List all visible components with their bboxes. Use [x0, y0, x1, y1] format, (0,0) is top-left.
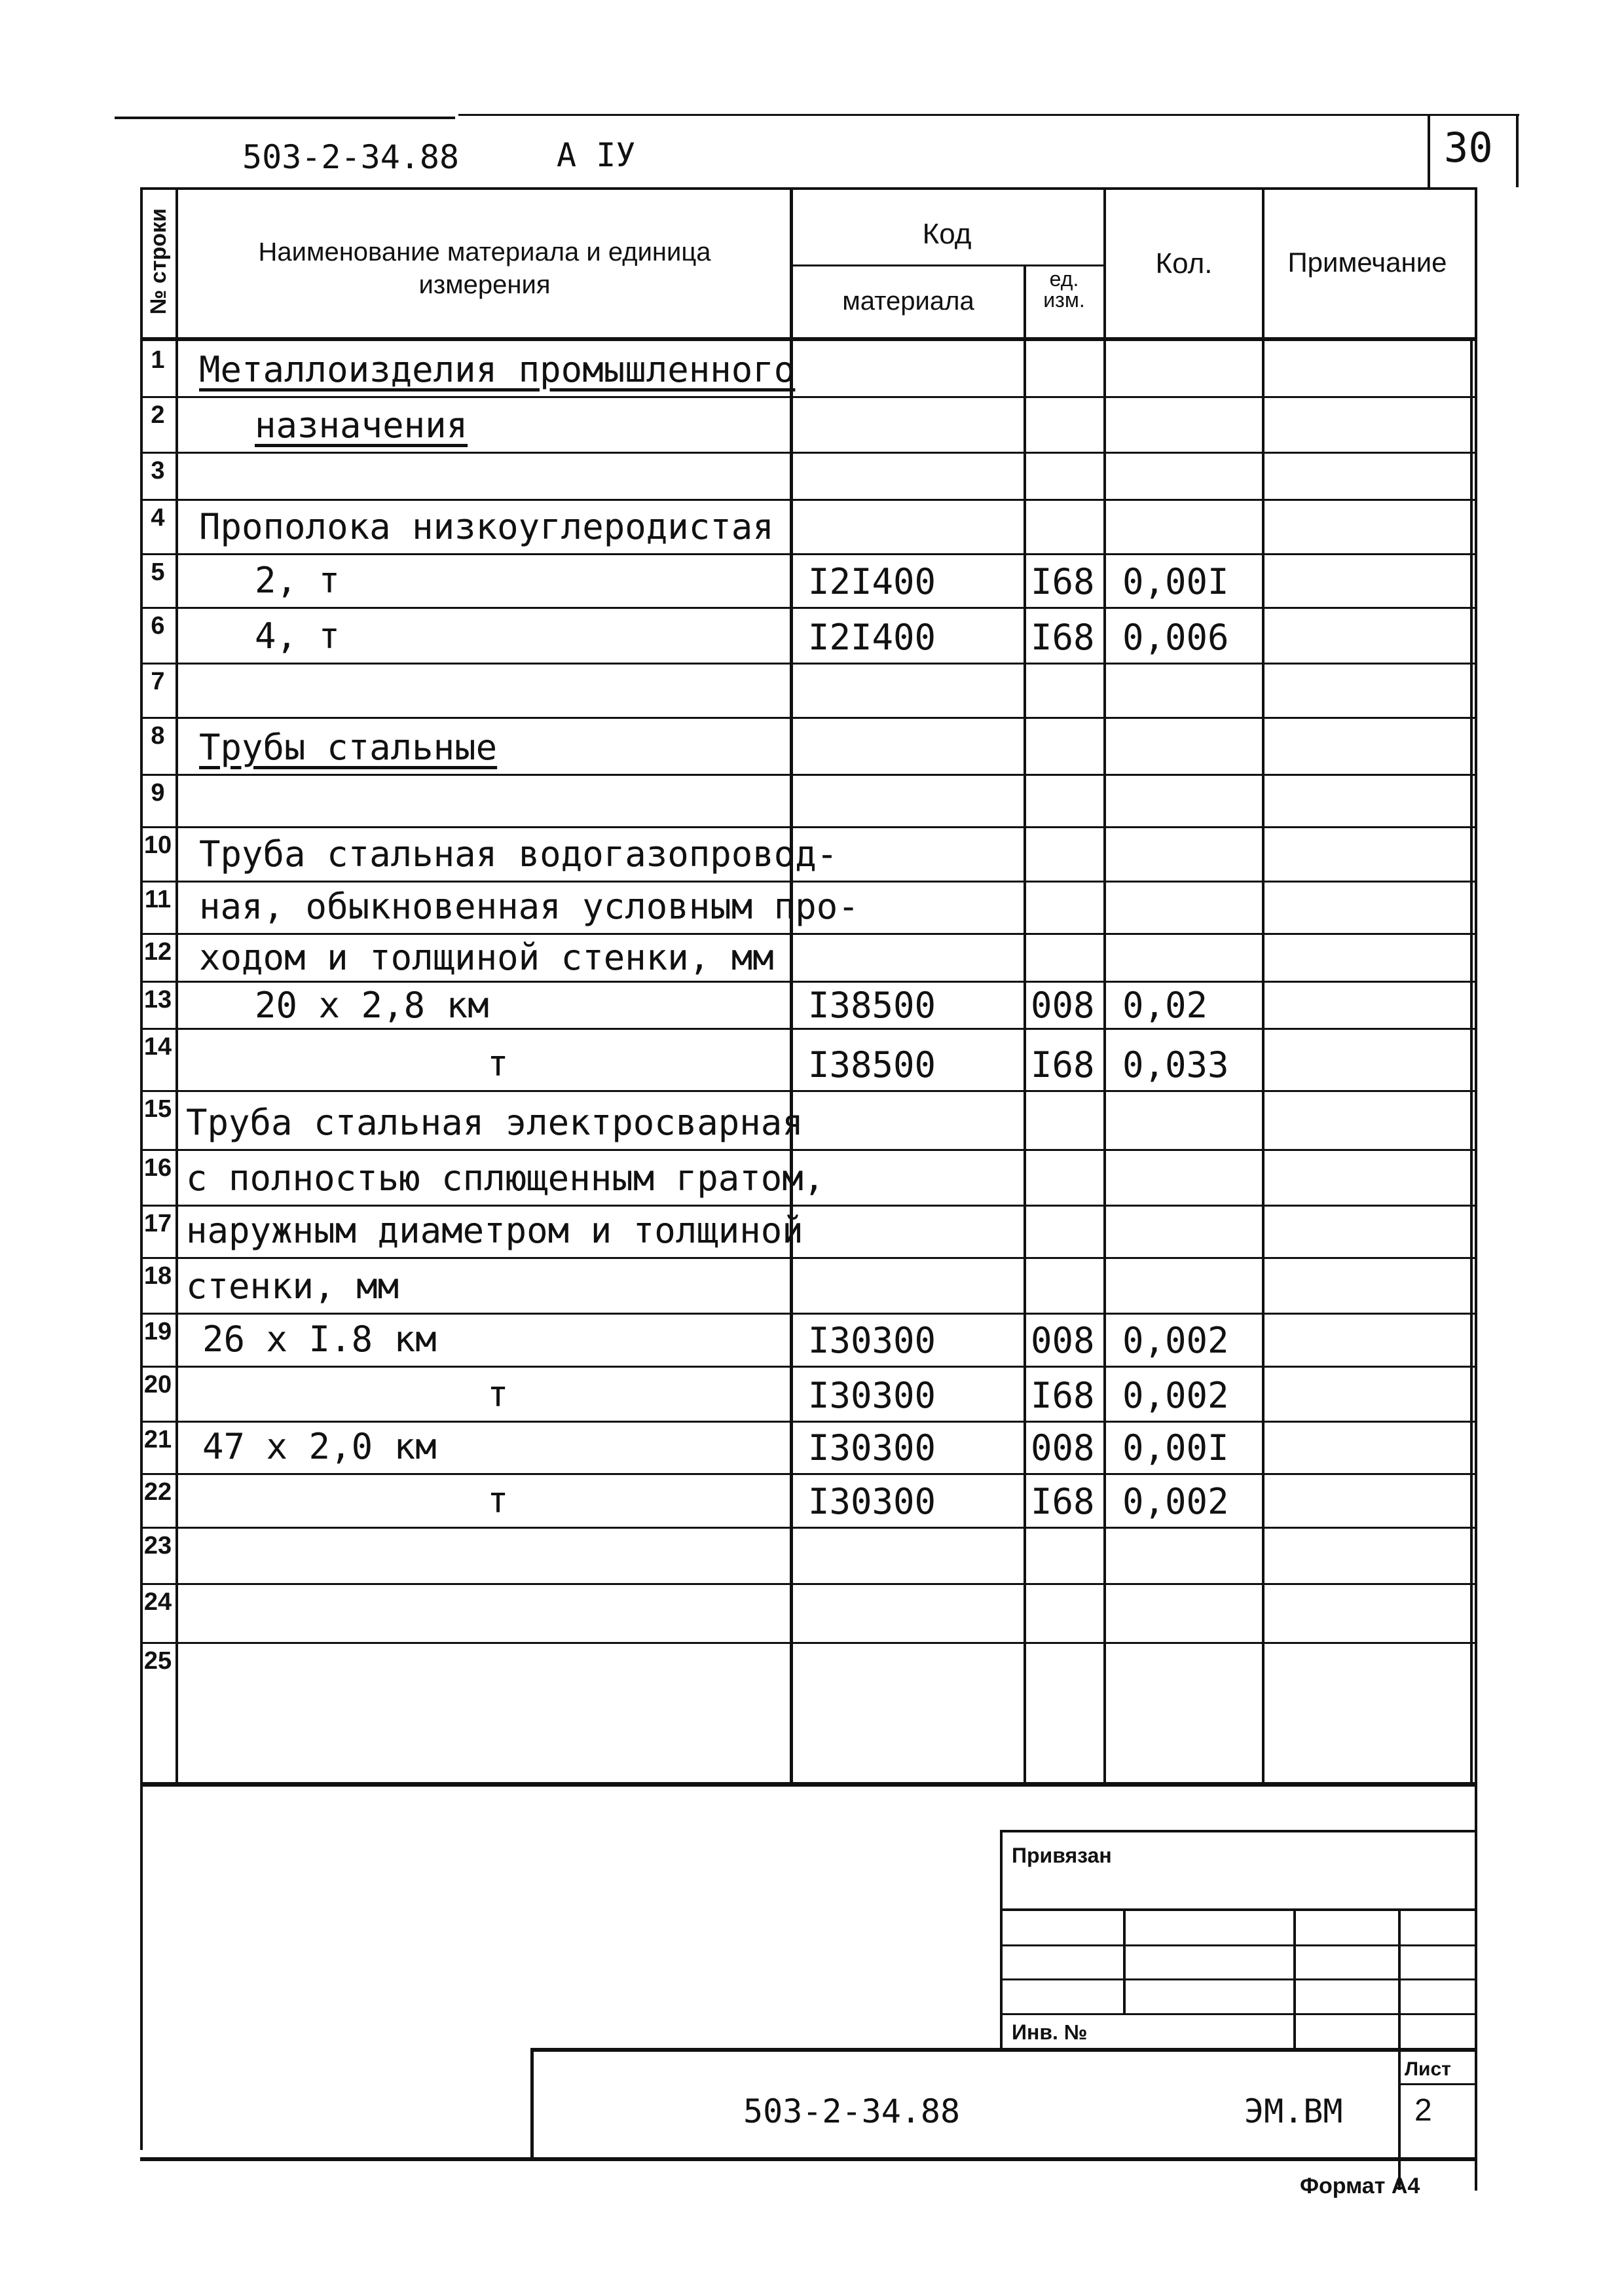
row-number: 23: [143, 1532, 172, 1559]
row-material-code: I30300: [808, 1427, 936, 1468]
table-row: [140, 981, 1476, 1028]
row-number: 14: [143, 1033, 172, 1061]
table-row: [140, 774, 1476, 826]
row-unit-code: 008: [1031, 1320, 1095, 1361]
row-number: 16: [143, 1154, 172, 1182]
row-number: 10: [143, 831, 172, 859]
table-row: [140, 452, 1476, 499]
table-row: [140, 1642, 1476, 1697]
row-number: 2: [151, 401, 165, 429]
row-number: 11: [144, 886, 172, 913]
row-name: 20 x 2,8 км: [255, 985, 489, 1026]
row-unit-code: I68: [1031, 561, 1095, 602]
col-header-name: Наименование материала и единица измерения: [258, 238, 711, 299]
table-row: [140, 607, 1476, 663]
row-material-code: I2I400: [808, 561, 936, 602]
table-row: [140, 341, 1476, 396]
stamp-sheet-label: Лист: [1405, 2058, 1451, 2080]
row-quantity: 0,033: [1122, 1044, 1229, 1085]
row-number: 9: [151, 779, 165, 807]
row-name: 47 x 2,0 км: [202, 1426, 437, 1467]
page-number: 30: [1444, 124, 1493, 172]
table-row: [140, 663, 1476, 717]
table-row: [140, 499, 1476, 553]
row-material-code: I38500: [808, 985, 936, 1026]
row-number: 4: [151, 504, 165, 532]
row-name: наружным диаметром и толщиной: [186, 1210, 803, 1251]
table-row: [140, 1473, 1476, 1527]
table-row: [140, 1583, 1476, 1642]
row-material-code: I38500: [808, 1044, 936, 1085]
row-name: с полностью сплющенным гратом,: [186, 1157, 825, 1199]
col-header-code-material: материала: [842, 287, 974, 316]
row-name: Труба стальная электросварная: [186, 1102, 803, 1143]
stamp-inv-no: Инв. №: [1012, 2020, 1088, 2044]
row-number: 15: [143, 1095, 172, 1123]
stamp-doc-code: 503-2-34.88: [743, 2092, 961, 2130]
col-header-code-unit: ед. изм.: [1043, 267, 1085, 312]
row-number: 1: [151, 346, 165, 374]
stamp-sheet-no: 2: [1414, 2093, 1432, 2128]
table-row: [140, 826, 1476, 881]
row-quantity: 0,002: [1122, 1481, 1229, 1522]
table-row: [140, 717, 1476, 774]
row-number: 13: [143, 986, 172, 1013]
row-unit-code: I68: [1031, 1481, 1095, 1522]
row-name: ная, обыкновенная условным про-: [199, 886, 859, 927]
row-quantity: 0,006: [1122, 617, 1229, 658]
stamp-section: ЭМ.ВМ: [1244, 2092, 1343, 2130]
table-row: [140, 1421, 1476, 1473]
row-quantity: 0,00I: [1122, 1427, 1229, 1468]
row-number: 3: [151, 457, 165, 484]
row-number: 22: [143, 1478, 172, 1506]
row-name: 2, т: [255, 560, 341, 601]
table-row: [140, 1366, 1476, 1421]
row-quantity: 0,002: [1122, 1320, 1229, 1361]
table-row: [140, 1527, 1476, 1583]
format-label: Формат А4: [1300, 2174, 1420, 2198]
row-number: 5: [151, 558, 165, 586]
table-row: [140, 1028, 1476, 1090]
row-number: 17: [143, 1210, 172, 1237]
row-number: 19: [143, 1318, 172, 1345]
row-number: 21: [143, 1426, 172, 1453]
row-quantity: 0,02: [1122, 985, 1208, 1026]
row-number: 20: [143, 1371, 172, 1398]
table-row: [140, 396, 1476, 452]
row-number: 25: [143, 1647, 172, 1675]
row-name: т: [487, 1043, 509, 1084]
row-name: ходом и толщиной стенки, мм: [199, 937, 774, 978]
row-unit-code: 008: [1031, 985, 1095, 1026]
row-name: Труба стальная водогазопровод-: [199, 833, 838, 875]
table-row: [140, 553, 1476, 607]
row-unit-code: I68: [1031, 1044, 1095, 1085]
row-number: 7: [151, 668, 165, 695]
row-name: назначения: [255, 405, 468, 446]
col-header-note: Примечание: [1287, 247, 1447, 278]
row-name: стенки, мм: [186, 1266, 399, 1307]
row-name: т: [487, 1374, 509, 1415]
table-row: [140, 1149, 1476, 1205]
row-quantity: 0,002: [1122, 1375, 1229, 1416]
row-number: 12: [143, 938, 172, 966]
table-row: [140, 1205, 1476, 1257]
row-number: 24: [143, 1588, 172, 1616]
row-material-code: I30300: [808, 1375, 936, 1416]
row-material-code: I2I400: [808, 617, 936, 658]
row-number: 8: [151, 722, 165, 750]
table-row: [140, 1257, 1476, 1313]
stamp-privyazan: Привязан: [1012, 1844, 1112, 1867]
table-row: [140, 933, 1476, 981]
row-name: т: [487, 1480, 509, 1521]
col-header-code: Код: [922, 218, 972, 250]
row-name: Трубы стальные: [199, 727, 498, 768]
row-name: Прополока низкоуглеродистая: [199, 506, 774, 547]
row-quantity: 0,00I: [1122, 561, 1229, 602]
row-material-code: I30300: [808, 1481, 936, 1522]
row-name: 26 x I.8 км: [202, 1319, 437, 1360]
col-header-qty: Кол.: [1155, 247, 1213, 280]
row-number: 6: [151, 612, 165, 640]
table-row: [140, 881, 1476, 933]
header-doc-code: 503-2-34.88: [242, 138, 460, 176]
header-album: А IУ: [557, 136, 636, 174]
col-header-row-no: № строки: [145, 208, 171, 315]
row-material-code: I30300: [808, 1320, 936, 1361]
row-unit-code: 008: [1031, 1427, 1095, 1468]
table-row: [140, 1090, 1476, 1149]
row-unit-code: I68: [1031, 1375, 1095, 1416]
row-name: Металлоизделия промышленного: [199, 349, 796, 390]
table-row: [140, 1313, 1476, 1366]
row-name: 4, т: [255, 615, 341, 657]
row-number: 18: [143, 1262, 172, 1290]
row-unit-code: I68: [1031, 617, 1095, 658]
